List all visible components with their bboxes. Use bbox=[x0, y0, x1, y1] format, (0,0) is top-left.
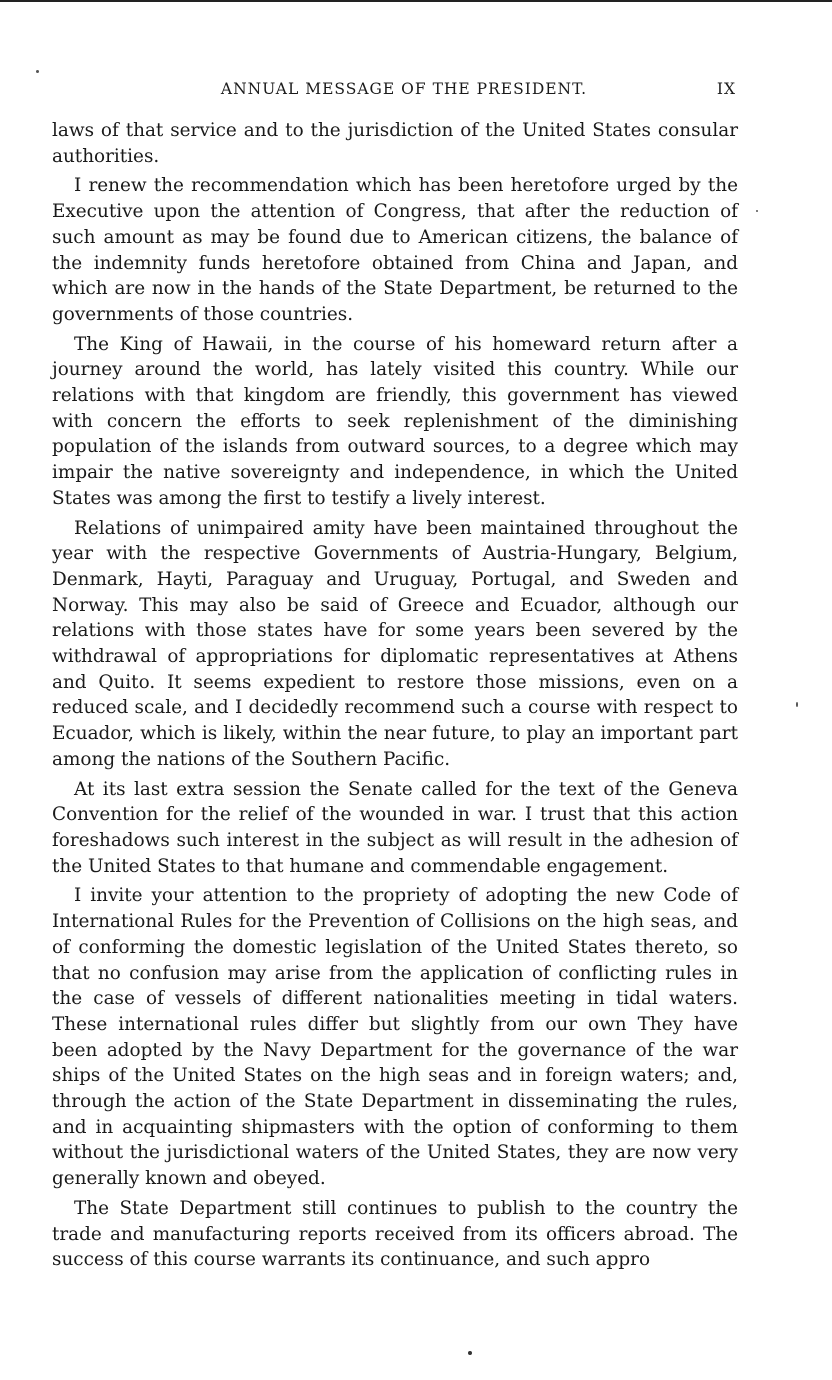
top-edge-rule bbox=[0, 0, 832, 2]
paragraph-king-of-hawaii: The King of Hawaii, in the course of his homeward return after a journey around the world, has lately visited this country. While our relations with that kingdom are friendly, this government has viewed with concern the efforts to seek replenishment of the diminishing population of the islands from outward sources, to a degree which may impair the native sovereignty and independence, in which the United States was among the first to testify a lively interest. bbox=[52, 333, 738, 509]
paragraph-consular-authorities: laws of that service and to the jurisdiction of the United States consular authorities. bbox=[52, 120, 738, 167]
paragraph-collision-rules: I invite your attention to the propriety of adopting the new Code of International Rules for the Prevention of Collisions on the high seas, and of conforming the domestic legislation of the United States thereto, so that no confusion may arise from the application of conflicting rules in the case of vessels of different nationalities meeting in tidal waters. These international rules differ but slightly from our own They have been adopted by the Navy Department for the governance of the war ships of the United States on the high seas and in foreign waters; and, through the action of the State Department in disseminating the rules, and in acquainting shipmasters with the option of conforming to them without the jurisdictional waters of the United States, they are now very generally known and obeyed. bbox=[52, 885, 738, 1190]
paragraph-relations-of-amity: Relations of unimpaired amity have been maintained throughout the year with the respective Governments of Austria-Hungary, Belgium, Denmark, Hayti, Paraguay and Uruguay, Portugal, and Sweden and Norway. This may also be said of Greece and Ecuador, although our relations with those states have for some years been severed by the withdrawal of appropriations for diplomatic representatives at Athens and Quito. It seems expedient to restore those missions, even on a reduced scale, and I decidedly recommend such a course with respect to Ecuador, which is likely, within the near future, to play an important part among the nations of the Southern Pacific. bbox=[52, 517, 738, 770]
paragraph-geneva-convention: At its last extra session the Senate called for the text of the Geneva Convention for the relief of the wounded in war. I trust that this action foreshadows such interest in the subject as will result in the adhesion of the United States to that humane and commendable engagement. bbox=[52, 778, 738, 877]
running-title: ANNUAL MESSAGE OF THE PRESIDENT. bbox=[220, 80, 588, 98]
paragraph-trade-reports: The State Department still continues to publish to the country the trade and manufacturing reports received from its officers abroad. The success of this course warrants its continuance, and such appro bbox=[52, 1197, 738, 1271]
body-text bbox=[52, 118, 738, 1277]
ink-speck bbox=[756, 210, 758, 212]
page-number: IX bbox=[716, 80, 736, 98]
page-header bbox=[52, 80, 736, 100]
footer-ink-dot bbox=[468, 1351, 472, 1355]
ink-speck bbox=[796, 702, 798, 707]
ink-speck bbox=[36, 70, 39, 73]
paragraph-indemnity-funds: I renew the recommendation which has been heretofore urged by the Executive upon the attention of Congress, that after the reduction of such amount as may be found due to American citizens, the balance of the indemnity funds heretofore obtained from China and Japan, and which are now in the hands of the State Department, be returned to the governments of those countries. bbox=[52, 175, 738, 325]
